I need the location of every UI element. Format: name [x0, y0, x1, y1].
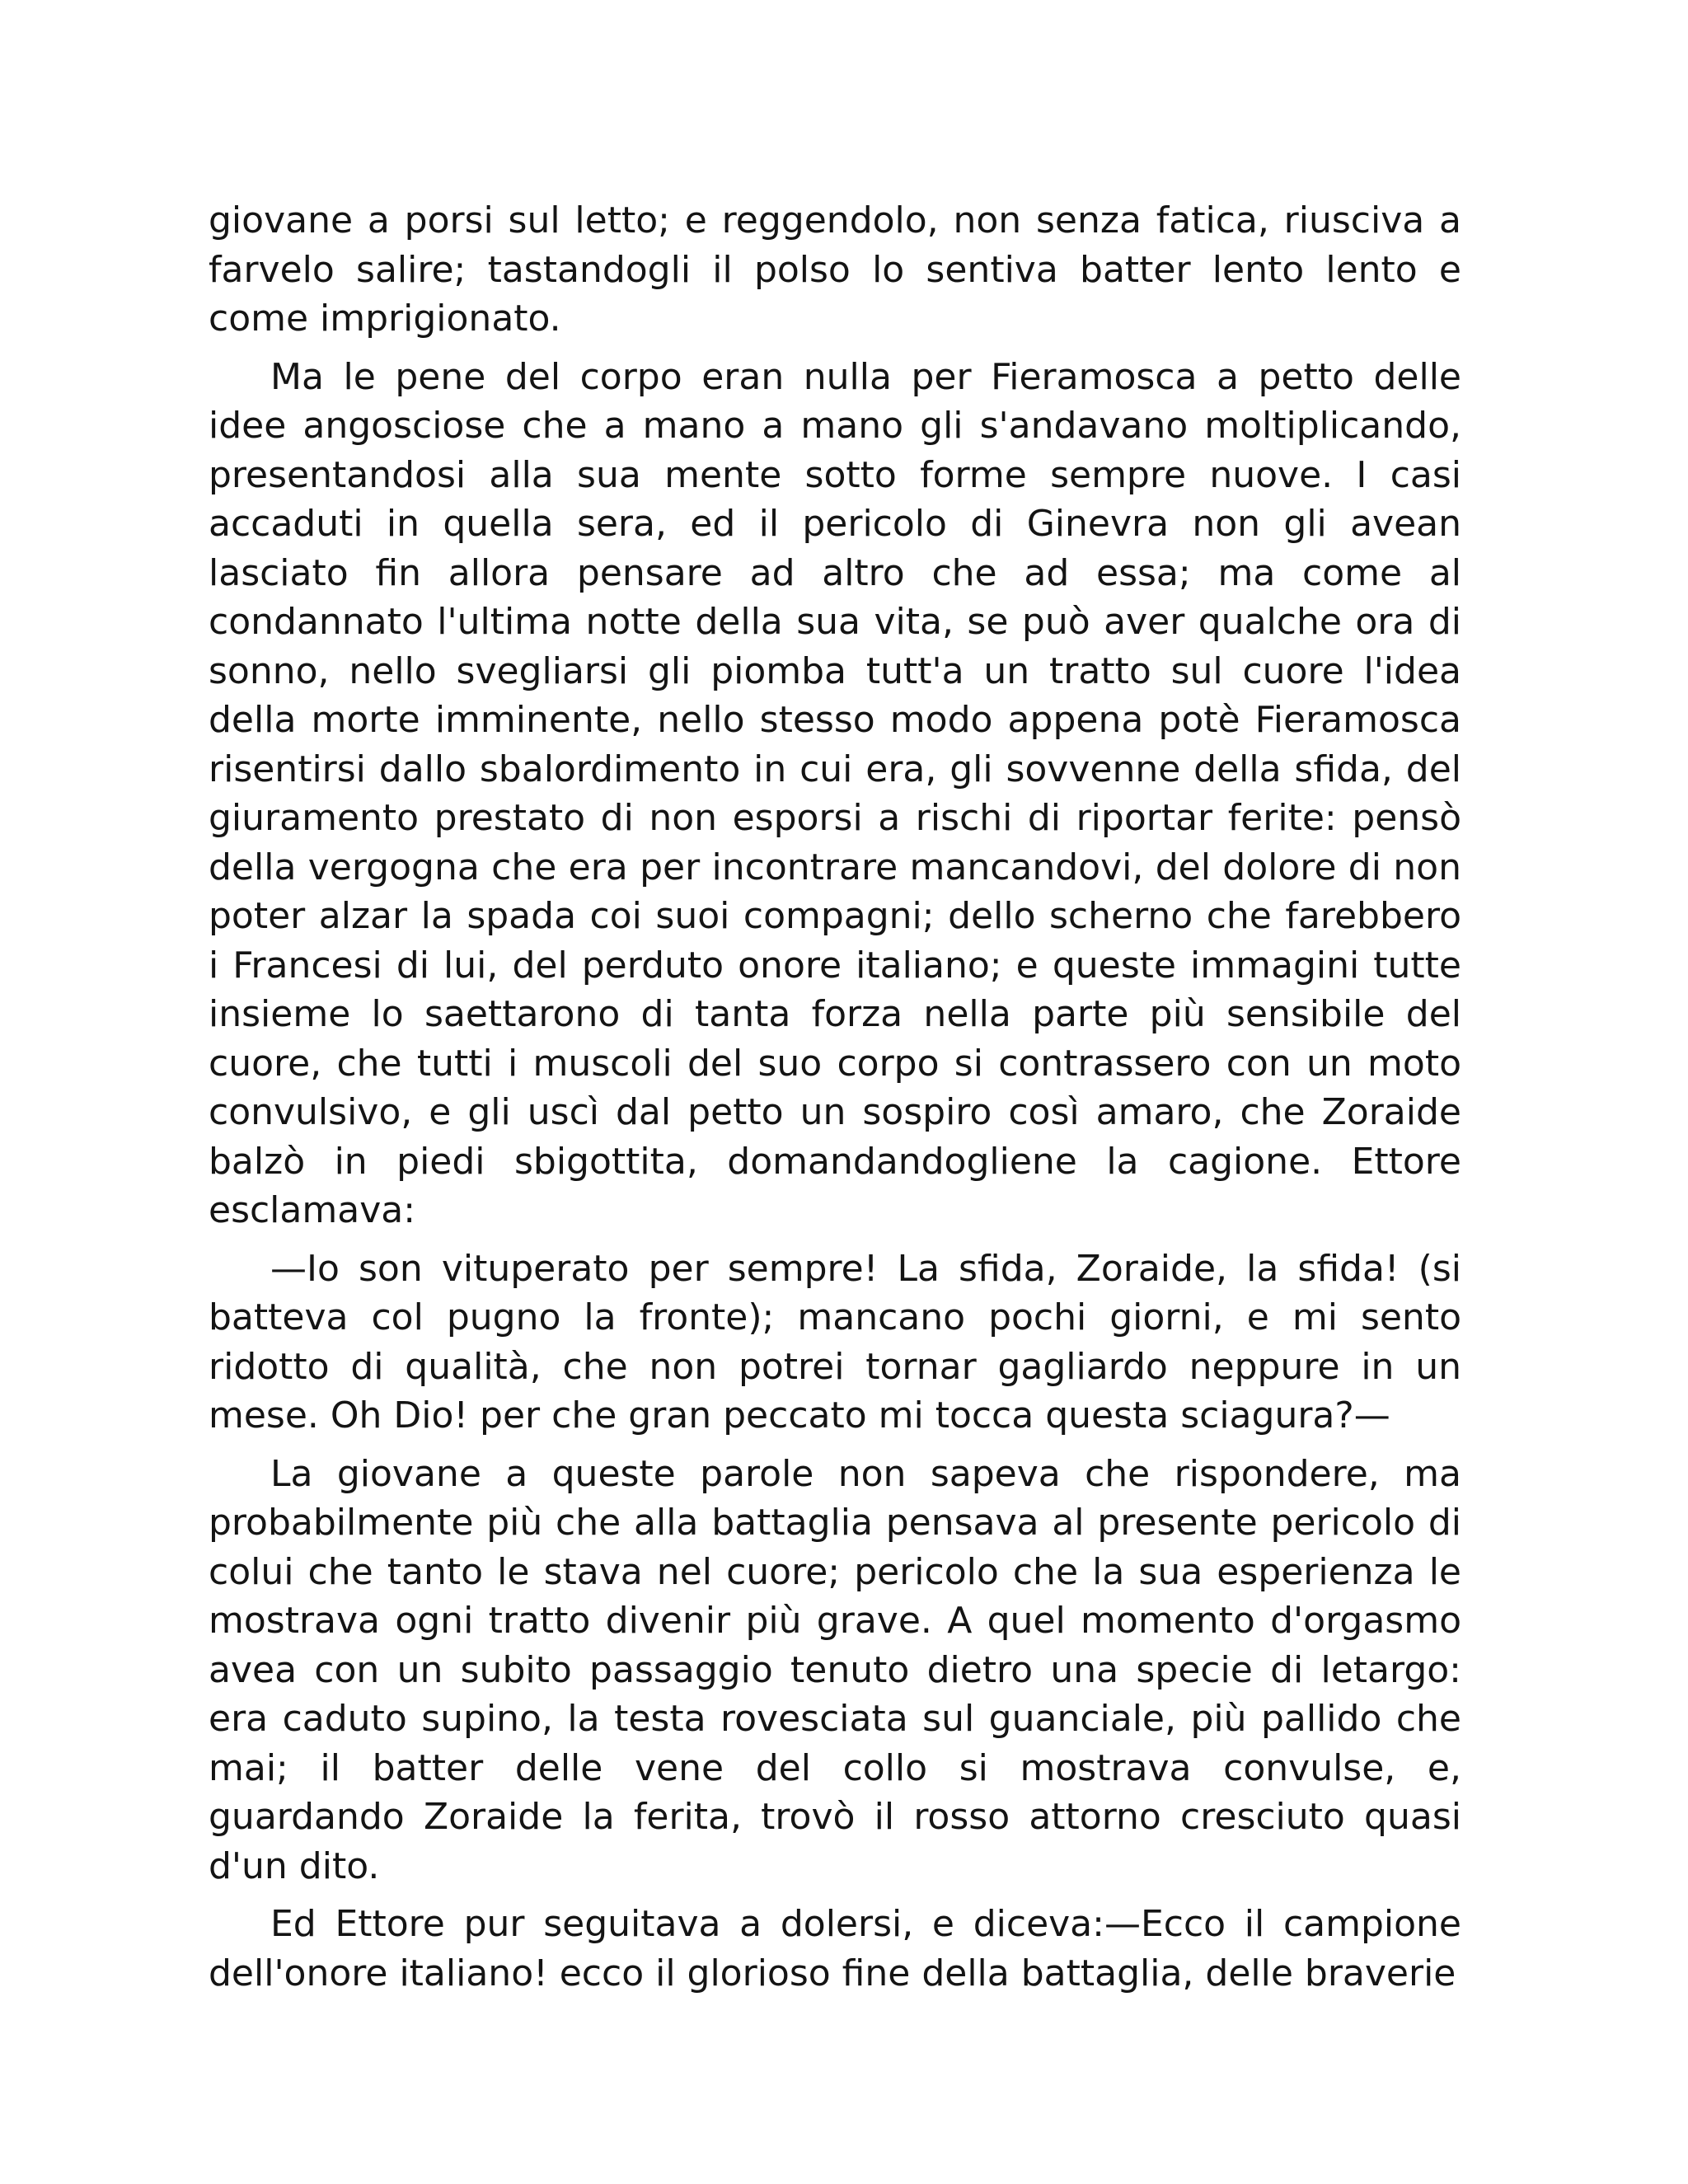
paragraph: Ma le pene del corpo eran nulla per Fieramosca a petto delle idee angosciose che a mano a mano gli s'andavano moltiplicando, presentandosi alla sua mente sotto forme sempre nuove. I casi accaduti in quella sera, ed il pericolo di Ginevra non gli avean lasciato fin allora pensare ad altro che ad essa; ma come al condannato l'ultima notte della sua vita, se può aver qualche ora di sonno, nello svegliarsi gli piomba tutt'a un tratto sul cuore l'idea della morte imminente, nello stesso modo appena potè Fieramosca risentirsi dallo sbalordimento in cui era, gli sovvenne della sfida, del giuramento prestato di non esporsi a rischi di riportar ferite: pensò della vergogna che era per incontrare mancandovi, del dolore di non poter alzar la spada coi suoi compagni; dello scherno che farebbero i Francesi di lui, del perduto onore italiano; e queste immagini tutte insieme lo saettarono di tanta forza nella parte più sensibile del cuore, che tutti i muscoli del suo corpo si contrassero con un moto convulsivo, e gli uscì dal petto un sospiro così amaro, che Zoraide balzò in piedi sbigottita, domandandogliene la cagione. Ettore esclamava: [209, 355, 1461, 1231]
paragraph-dialogue: —Io son vituperato per sempre! La sfida, Zoraide, la sfida! (si batteva col pugno la fronte); mancano pochi giorni, e mi sento ridotto di qualità, che non potrei tornar gagliardo neppure in un mese. Oh Dio! per che gran peccato mi tocca questa sciagura?— [209, 1247, 1461, 1436]
paragraph-continuation: giovane a porsi sul letto; e reggendolo, non senza fatica, riusciva a farvelo salire; tastandogli il polso lo sentiva batter lento lento e come imprigionato. [209, 199, 1461, 340]
paragraph: La giovane a queste parole non sapeva che rispondere, ma probabilmente più che alla battaglia pensava al presente pericolo di colui che tanto le stava nel cuore; pericolo che la sua esperienza le mostrava ogni tratto divenir più grave. A quel momento d'orgasmo avea con un subito passaggio tenuto dietro una specie di letargo: era caduto supino, la testa rovesciata sul guanciale, più pallido che mai; il batter delle vene del collo si mostrava convulse, e, guardando Zoraide la ferita, trovò il rosso attorno cresciuto quasi d'un dito. [209, 1452, 1461, 1887]
paragraph-dialogue: Ed Ettore pur seguitava a dolersi, e diceva:—Ecco il campione dell'onore italiano! ecco il glorioso fine della battaglia, delle braverie [209, 1903, 1461, 1994]
page-body [209, 196, 1461, 2007]
